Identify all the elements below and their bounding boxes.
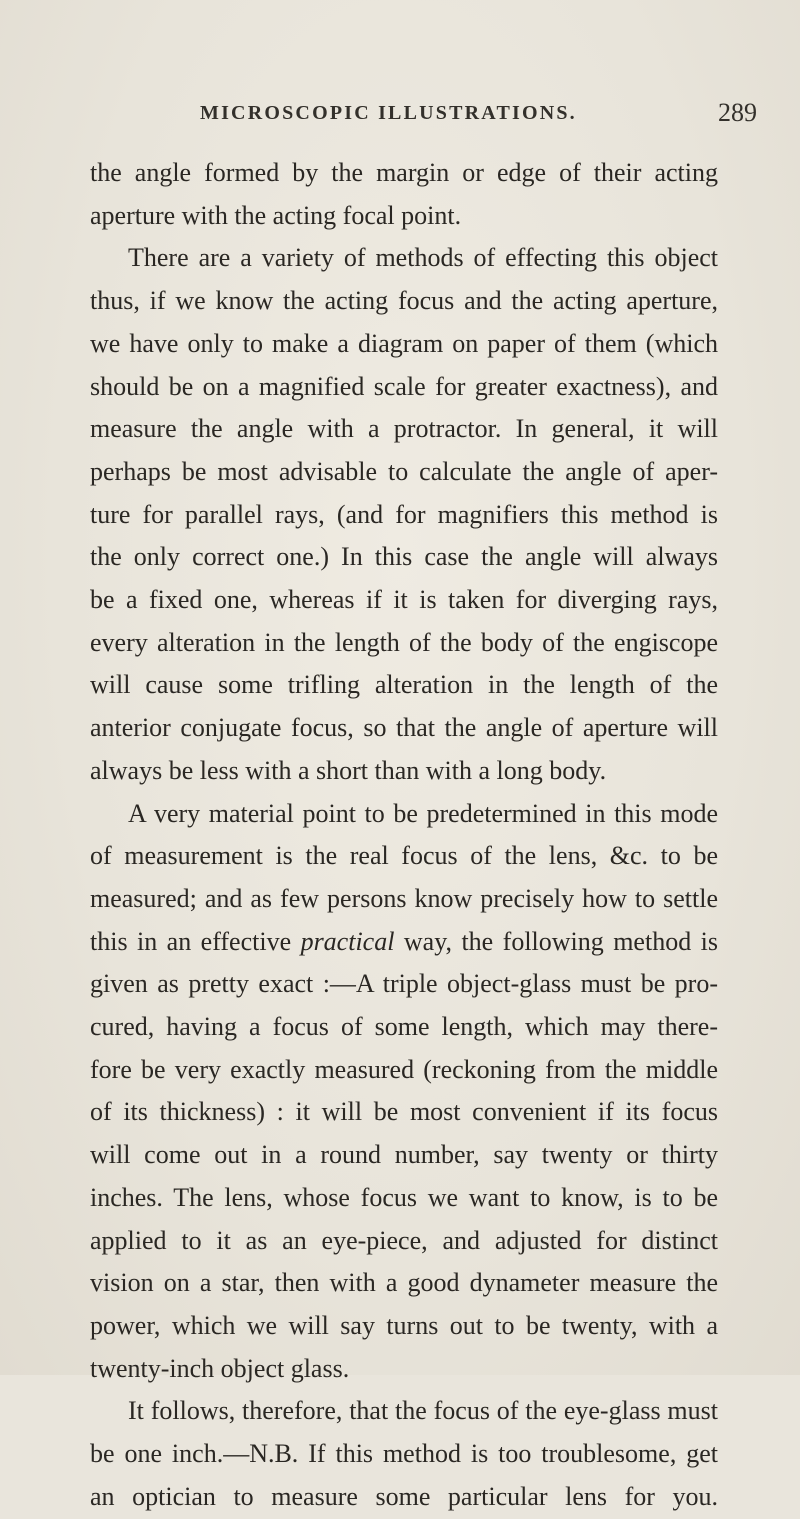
text-line: twenty-inch object glass. — [90, 1353, 350, 1383]
text-line: always be less with a short than with a long body. — [90, 755, 607, 785]
text-line: be one inch.—N.B. If this method is too troublesome, get — [90, 1439, 718, 1469]
text-line: given as pretty exact :—A triple object-glass must be pro- — [90, 969, 718, 999]
text-line: It follows, therefore, that the focus of the eye-glass must — [128, 1396, 718, 1426]
text-line: should be on a magnified scale for greater exactness), and — [90, 371, 718, 401]
text-line: this in an effective practical way, the following method is — [90, 926, 718, 956]
text-line: perhaps be most advisable to calculate the angle of aper- — [90, 456, 718, 486]
text-line: There are a variety of methods of effecting this object — [128, 243, 718, 273]
running-head — [0, 88, 800, 128]
text-line: ture for parallel rays, (and for magnifiers this method is — [90, 499, 718, 529]
running-head-title: MICROSCOPIC ILLUSTRATIONS. — [200, 102, 577, 124]
text-line: measure the angle with a protractor. In general, it will — [90, 414, 718, 444]
text-line: the only correct one.) In this case the angle will always — [90, 542, 718, 572]
text-line: we have only to make a diagram on paper of them (which — [90, 328, 718, 358]
text-line: fore be very exactly measured (reckoning from the middle — [90, 1054, 718, 1084]
text-line: cured, having a focus of some length, which may there- — [90, 1012, 718, 1042]
text-line: aperture with the acting focal point. — [90, 200, 462, 230]
text-line: will come out in a round number, say twenty or thirty — [90, 1140, 718, 1170]
text-line: every alteration in the length of the body of the engiscope — [90, 627, 718, 657]
text-line: an optician to measure some particular lens for you. — [90, 1481, 718, 1511]
text-line: power, which we will say turns out to be twenty, with a — [90, 1310, 718, 1340]
text-line: the angle formed by the margin or edge of their acting — [90, 158, 718, 187]
text-line: thus, if we know the acting focus and the acting aperture, — [90, 286, 718, 316]
text-line: inches. The lens, whose focus we want to know, is to be — [90, 1182, 718, 1212]
text-line: anterior conjugate focus, so that the angle of aperture will — [90, 713, 718, 743]
text-line: will cause some trifling alteration in the length of the — [90, 670, 718, 700]
text-line: be a fixed one, whereas if it is taken for diverging rays, — [90, 585, 718, 615]
text-line: measured; and as few persons know precisely how to settle — [90, 883, 718, 913]
text-line: applied to it as an eye-piece, and adjusted for distinct — [90, 1225, 718, 1255]
text-line: of its thickness) : it will be most convenient if its focus — [90, 1097, 718, 1127]
text-line: A very material point to be predetermined in this mode — [128, 798, 718, 828]
italic-emphasis: practical — [300, 926, 395, 956]
body-text — [90, 152, 718, 1519]
page-number: 289 — [718, 98, 757, 127]
text-line: of measurement is the real focus of the lens, &c. to be — [90, 841, 718, 871]
text-line: vision on a star, then with a good dynameter measure the — [90, 1268, 718, 1298]
